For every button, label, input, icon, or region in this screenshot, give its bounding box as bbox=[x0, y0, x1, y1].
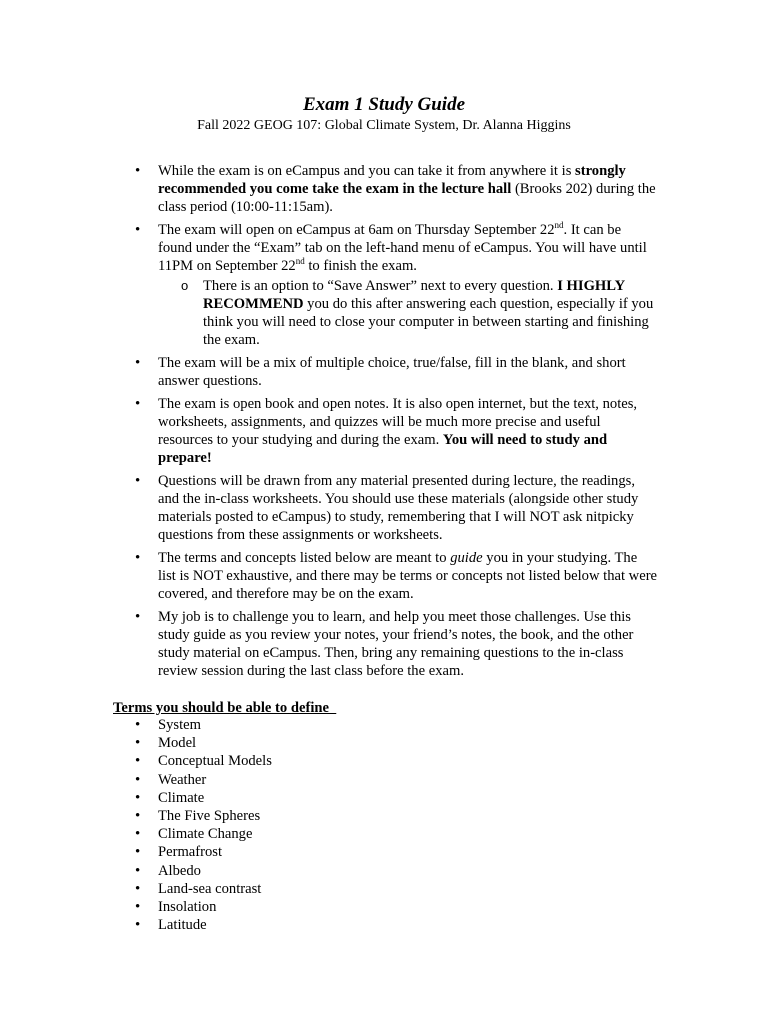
instructions-list bbox=[158, 162, 658, 685]
document-subtitle: Fall 2022 GEOG 107: Global Climate System, Dr. Alanna Higgins bbox=[197, 118, 571, 133]
bullet-terms-guide: • The terms and concepts listed below are meant to guide you in your studying. The list is NOT exhaustive, and there may be terms or concepts not listed below that were covered, and therefore may be on the exam. bbox=[158, 549, 658, 603]
term-item: • Climate Change bbox=[158, 825, 272, 843]
bullet-exam-open-time: • The exam will open on eCampus at 6am on Thursday September 22nd. It can be found under the “Exam” tab on the left-hand menu of eCampus. You will have until 11PM on September 22nd to finish the exam. o There is an option to “Save Answer” next to every question. I HIGHLY RECOMMEND you do this after answering each question, especially if you think you will need to close your computer in between starting and finishing the exam. bbox=[158, 221, 658, 349]
document-title: Exam 1 Study Guide bbox=[302, 94, 466, 115]
term-item: • Insolation bbox=[158, 898, 272, 916]
sub-bullet-save-answer: o There is an option to “Save Answer” next to every question. I HIGHLY RECOMMEND you do this after answering each question, especially if you think you will need to close your computer in between starting and finishing the exam. bbox=[203, 277, 658, 349]
term-item: • Albedo bbox=[158, 862, 272, 880]
bullet-study-advice: • My job is to challenge you to learn, and help you meet those challenges. Use this study guide as you review your notes, your friend’s notes, the book, and the other study material on eCampus. Then, bring any remaining questions to the in-class review session during the last class before the exam. bbox=[158, 608, 658, 680]
term-item: • Latitude bbox=[158, 916, 272, 934]
term-item: • Model bbox=[158, 734, 272, 752]
term-item: • System bbox=[158, 716, 272, 734]
bullet-exam-format: • The exam will be a mix of multiple choice, true/false, fill in the blank, and short answer questions. bbox=[158, 354, 658, 390]
term-item: • The Five Spheres bbox=[158, 807, 272, 825]
terms-list bbox=[158, 716, 272, 934]
term-item: • Conceptual Models bbox=[158, 752, 272, 770]
bullet-open-book: • The exam is open book and open notes. It is also open internet, but the text, notes, worksheets, assignments, and quizzes will be much more precise and useful resources to your studying and during the exam. You will need to study and prepare! bbox=[158, 395, 658, 467]
bullet-exam-location: • While the exam is on eCampus and you can take it from anywhere it is strongly recommended you come take the exam in the lecture hall (Brooks 202) during the class period (10:00-11:15am). bbox=[158, 162, 658, 216]
term-item: • Climate bbox=[158, 789, 272, 807]
term-item: • Weather bbox=[158, 771, 272, 789]
bullet-question-sources: • Questions will be drawn from any material presented during lecture, the readings, and the in-class worksheets. You should use these materials (alongside other study materials posted to eCampus) to study, remembering that I will NOT ask nitpicky questions from these assignments or worksheets. bbox=[158, 472, 658, 544]
term-item: • Land-sea contrast bbox=[158, 880, 272, 898]
terms-heading: Terms you should be able to define bbox=[113, 700, 337, 716]
term-item: • Permafrost bbox=[158, 843, 272, 861]
